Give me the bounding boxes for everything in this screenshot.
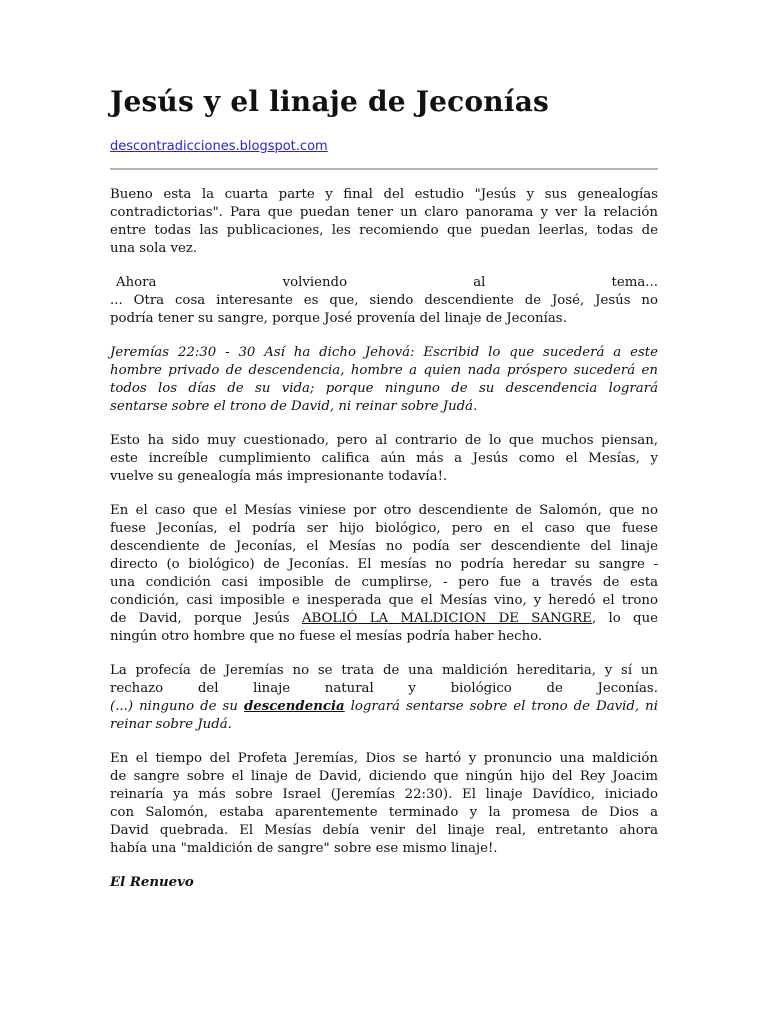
text-line: podría tener su sangre, porque José provenía del linaje de Jeconías. xyxy=(110,311,567,326)
text-line: En el tiempo del Profeta Jeremías, Dios se hartó y pronuncio una maldición xyxy=(110,751,658,766)
paragraph-tiempo xyxy=(110,750,658,858)
word: linaje xyxy=(253,681,291,696)
text-line: hombre privado de descendencia, hombre a quien nada próspero sucederá en xyxy=(110,363,658,378)
text-line: este increíble cumplimiento califica aún más a Jesús como el Mesías, y xyxy=(110,451,658,466)
text-line: ningún otro hombre que no fuese el mesías podría haber hecho. xyxy=(110,629,543,644)
text-line: vuelve su genealogía más impresionante todavía!. xyxy=(110,469,448,484)
text-line: ... Otra cosa interesante es que, siendo descendiente de José, Jesús no xyxy=(110,293,658,308)
divider xyxy=(110,168,658,170)
text-line: contradictorias". Para que puedan tener un claro panorama y ver la relación xyxy=(110,205,658,220)
text-line: En el caso que el Mesías viniese por otro descendiente de Salomón, que no xyxy=(110,503,658,518)
text-line: reinaría ya más sobre Israel (Jeremías 22:30). El linaje Davídico, iniciado xyxy=(110,787,658,802)
quote-run: (...) ninguno de su xyxy=(110,699,244,714)
underlined-emphasis: ABOLIÓ LA MALDICION DE SANGRE xyxy=(301,611,592,626)
source-link[interactable]: descontradicciones.blogspot.com xyxy=(110,139,328,154)
text-line: condición, casi imposible e inesperada que el Mesías vino, y heredó el trono xyxy=(110,593,658,608)
paragraph-intro xyxy=(110,186,658,258)
text-line-spread xyxy=(110,680,658,698)
word: biológico xyxy=(450,681,512,696)
paragraph-caso xyxy=(110,502,658,646)
text-run: de David, porque Jesús xyxy=(110,611,302,626)
text-line: había una "maldición de sangre" sobre ese mismo linaje!. xyxy=(110,841,498,856)
text-line: fuese Jeconías, el podría ser hijo biológico, pero en el caso que fuese xyxy=(110,521,658,536)
word: de xyxy=(546,681,563,696)
bold-underlined-word: descendencia xyxy=(243,699,345,714)
text-line: una sola vez. xyxy=(110,241,198,256)
text-line: de sangre sobre el linaje de David, diciendo que ningún hijo del Rey Joacim xyxy=(110,769,658,784)
paragraph-cuestionado xyxy=(110,432,658,486)
text-line: una condición casi imposible de cumplirse, - pero fue a través de esta xyxy=(110,575,658,590)
word: Ahora xyxy=(116,275,157,290)
text-line: Esto ha sido muy cuestionado, pero al contrario de lo que muchos piensan, xyxy=(110,433,658,448)
text-line: reinar sobre Judá. xyxy=(110,717,232,732)
word: natural xyxy=(324,681,374,696)
text-line-mixed xyxy=(110,698,658,716)
text-line: Jeremías 22:30 - 30 Así ha dicho Jehová: Escribid lo que sucederá a este xyxy=(110,345,658,360)
section-heading: El Renuevo xyxy=(110,875,194,890)
paragraph-ahora xyxy=(110,274,658,328)
word: Jeconías. xyxy=(597,681,658,696)
text-line-mixed xyxy=(110,610,658,628)
word: tema... xyxy=(611,275,658,290)
paragraph-profecia xyxy=(110,662,658,734)
article-body xyxy=(110,186,658,892)
text-line: con Salomón, estaba aparentemente terminado y la promesa de Dios a xyxy=(110,805,658,820)
text-line: La profecía de Jeremías no se trata de una maldición hereditaria, y sí un xyxy=(110,663,658,678)
quote-run: logrará sentarse sobre el trono de David, ni xyxy=(344,699,658,714)
word: volviendo xyxy=(282,275,348,290)
scripture-quote xyxy=(110,344,658,416)
text-line: descendiente de Jeconías, el Mesías no podía ser descendiente del linaje xyxy=(110,539,658,554)
text-run: , lo que xyxy=(591,611,659,626)
word: y xyxy=(408,681,416,696)
text-line: Bueno esta la cuarta parte y final del estudio "Jesús y sus genealogías xyxy=(110,187,658,202)
word: al xyxy=(473,275,486,290)
page-title: Jesús y el linaje de Jeconías xyxy=(110,85,550,118)
text-line: sentarse sobre el trono de David, ni reinar sobre Judá. xyxy=(110,399,478,414)
text-line: David quebrada. El Mesías debía venir del linaje real, entretanto ahora xyxy=(110,823,658,838)
text-line: directo (o biológico) de Jeconías. El mesías no podría heredar su sangre - xyxy=(110,557,658,572)
word: del xyxy=(197,681,219,696)
text-line: todos los días de su vida; porque ninguno de su descendencia logrará xyxy=(110,381,658,396)
text-line-spread xyxy=(110,274,658,292)
text-line: entre todas las publicaciones, les recomiendo que puedan leerlas, todas de xyxy=(110,223,658,238)
word: rechazo xyxy=(110,681,164,696)
